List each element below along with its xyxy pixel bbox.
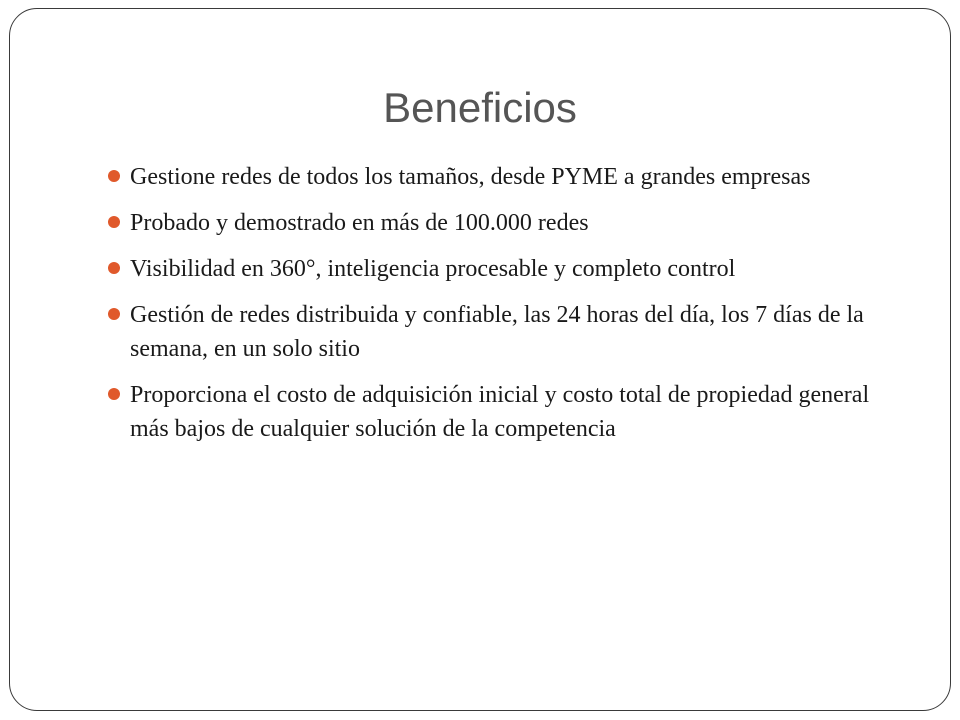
bullet-dot-icon bbox=[108, 170, 120, 182]
bullet-list bbox=[108, 160, 908, 458]
bullet-dot-icon bbox=[108, 262, 120, 274]
bullet-item-5 bbox=[108, 378, 908, 446]
bullet-item-4 bbox=[108, 298, 908, 366]
slide-title: Beneficios bbox=[383, 84, 577, 131]
bullet-text: Proporciona el costo de adquisición inicial y costo total de propiedad general más bajos de cualquier solución de la competencia bbox=[130, 382, 870, 442]
bullet-text: Gestión de redes distribuida y confiable, las 24 horas del día, los 7 días de la semana, en un solo sitio bbox=[130, 302, 864, 362]
bullet-text: Gestione redes de todos los tamaños, desde PYME a grandes empresas bbox=[130, 164, 811, 190]
bullet-item-2 bbox=[108, 206, 908, 240]
bullet-dot-icon bbox=[108, 388, 120, 400]
bullet-text: Probado y demostrado en más de 100.000 redes bbox=[130, 210, 589, 236]
bullet-dot-icon bbox=[108, 216, 120, 228]
bullet-text: Visibilidad en 360°, inteligencia procesable y completo control bbox=[130, 256, 736, 282]
bullet-item-3 bbox=[108, 252, 908, 286]
bullet-item-1 bbox=[108, 160, 908, 194]
bullet-dot-icon bbox=[108, 308, 120, 320]
